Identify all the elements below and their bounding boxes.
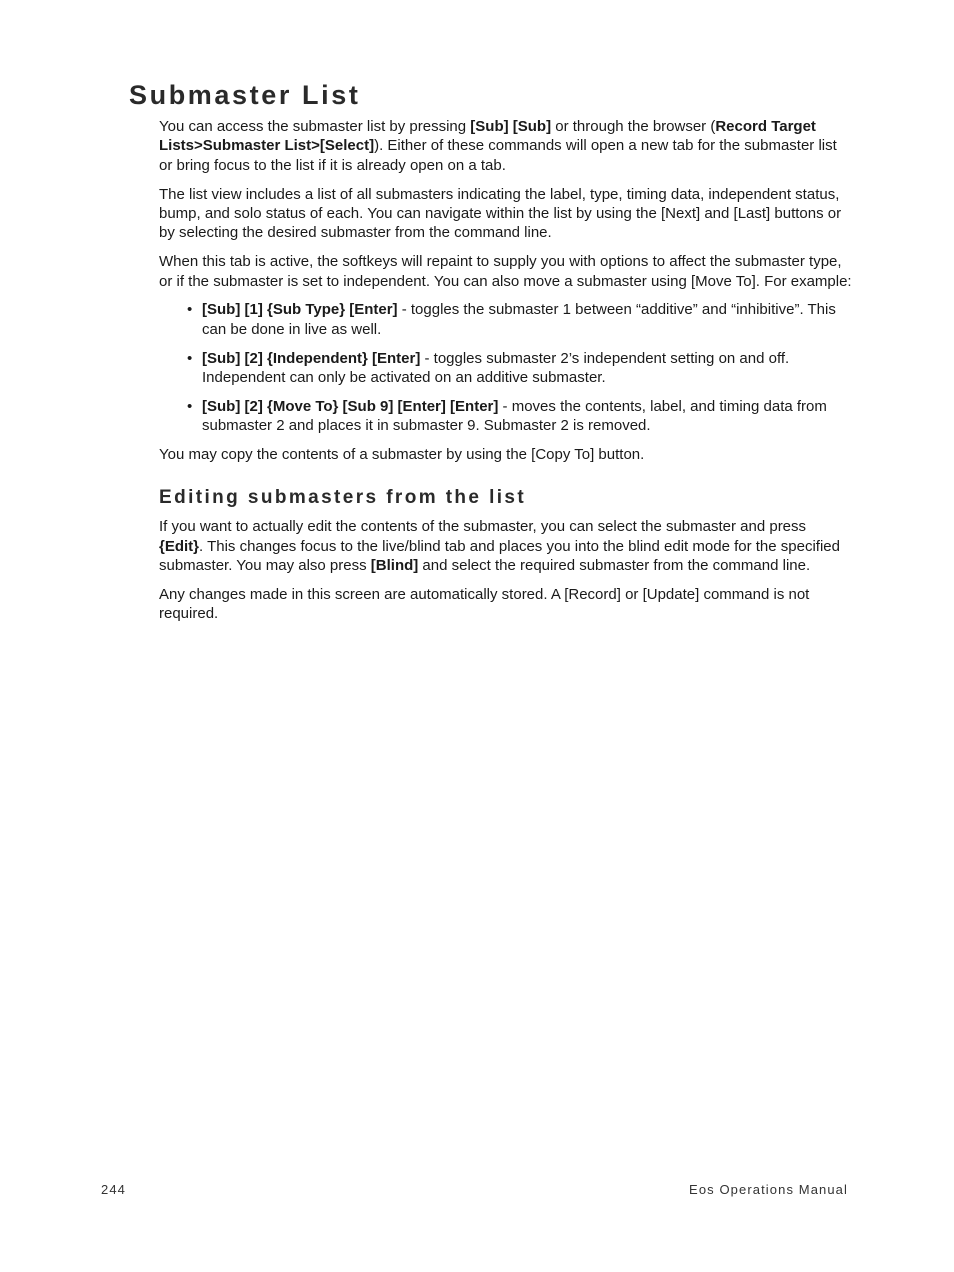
- page-number: 244: [101, 1182, 126, 1197]
- bullet-icon: •: [187, 397, 193, 415]
- command-description: - toggles submaster 2’s independent setting on and off. Independent can only be activated on an additive submaster.: [202, 349, 790, 387]
- list-view-paragraph: The list view includes a list of all submasters indicating the label, type, timing data, independent status, bump, and solo status of each. You can navigate within the list by using the [Next] and [Last] buttons or by selecting the desired submaster from the command line.: [159, 185, 842, 242]
- text-run: and select the required submaster from the command line.: [418, 557, 811, 575]
- example-list: [159, 300, 852, 435]
- softkeys-paragraph: When this tab is active, the softkeys will repaint to supply you with options to affect the submaster type, or if the submaster is set to independent. You can also move a submaster using [Move To]. For example:: [159, 253, 852, 290]
- section-heading: Editing submasters from the list: [159, 487, 527, 509]
- command-syntax: [Sub] [2] {Move To} [Sub 9] [Enter] [Enter]: [202, 397, 499, 415]
- text-run: or through the browser (: [551, 118, 716, 135]
- bullet-icon: •: [187, 301, 193, 319]
- command-description: - moves the contents, label, and timing data from submaster 2 and places it in submaster 9. Submaster 2 is removed.: [202, 397, 827, 435]
- copy-paragraph: You may copy the contents of a submaster by using the [Copy To] button.: [159, 446, 645, 464]
- command-description: - toggles the submaster 1 between “additive” and “inhibitive”. This can be done in live as well.: [202, 301, 836, 338]
- key-blind: [Blind]: [370, 557, 419, 575]
- list-item: [159, 397, 852, 436]
- manual-title: Eos Operations Manual: [689, 1182, 848, 1197]
- keystroke-sub-sub: [Sub] [Sub]: [470, 118, 552, 135]
- list-item: [159, 300, 852, 339]
- edit-paragraph: [159, 517, 852, 575]
- softkey-edit: {Edit}: [159, 537, 200, 555]
- intro-paragraph: [159, 117, 852, 175]
- text-run: . This changes focus to the live/blind tab and places you into the blind edit mode for the specified submaster. You may also press: [159, 537, 840, 575]
- list-item: [159, 349, 852, 388]
- command-syntax: [Sub] [1] {Sub Type} [Enter]: [202, 301, 398, 319]
- text-run: ). Either of these commands will open a new tab for the submaster list or bring focus to the list if it is already open on a tab.: [159, 137, 837, 174]
- text-run: You can access the submaster list by pressing: [159, 118, 471, 135]
- page-title: Submaster List: [129, 80, 361, 110]
- command-syntax: [Sub] [2] {Independent} [Enter]: [202, 349, 421, 367]
- text-run: If you want to actually edit the contents of the submaster, you can select the submaster and press: [159, 518, 807, 536]
- auto-store-paragraph: Any changes made in this screen are automatically stored. A [Record] or [Update] command is not required.: [159, 586, 810, 623]
- main-content: [159, 117, 852, 633]
- browser-path: Record Target Lists>Submaster List>[Select]: [159, 118, 816, 155]
- bullet-icon: •: [187, 349, 193, 367]
